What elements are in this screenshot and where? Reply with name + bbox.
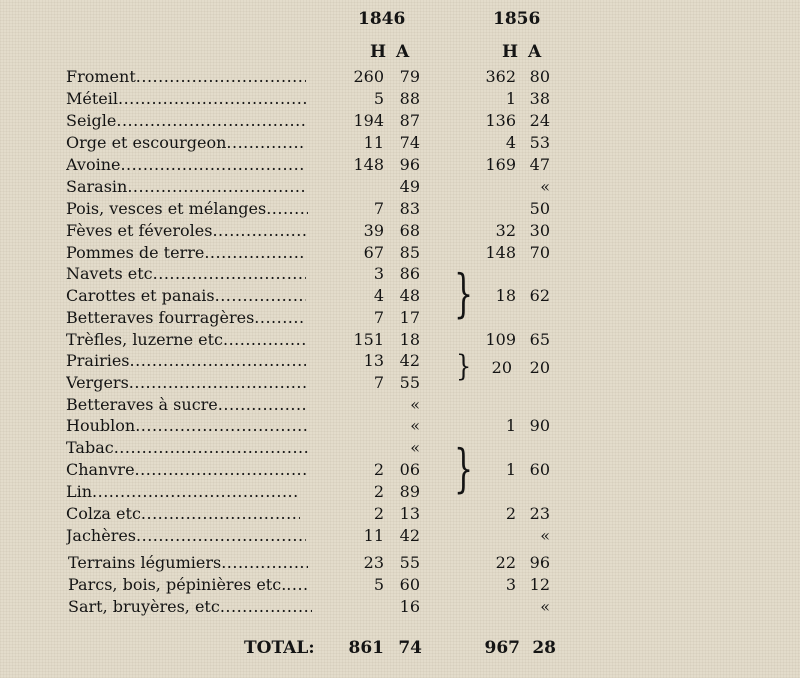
cell-1846-a: 88 [399,89,420,108]
cell-1856-a: 30 [529,221,550,240]
cell-1856-h: 1 [505,89,516,108]
cell-1856-h: 4 [505,133,516,152]
cell-1846-a: 60 [399,575,420,594]
table-row [0,481,800,503]
cell-1856-a: 60 [529,460,550,479]
row-label: Vergers ..... [66,372,306,394]
cell-1856-h: 22 [495,553,516,572]
cell-1856-h: 148 [485,243,516,262]
table-row [0,263,800,285]
col-header-a-1846: A [396,42,410,62]
brace-root-crops: } [454,264,474,325]
cell-1846-h: 13 [363,351,384,370]
row-label: Jachères ..... [66,525,306,547]
cell-1846-a: 18 [399,330,420,349]
cell-1856-a: 24 [529,111,550,130]
cell-1846-a: 85 [399,243,420,262]
cell-1846-h: 4 [373,286,384,305]
brace-prairies-vergers: } [456,349,472,384]
total-1856-a: 28 [532,638,556,658]
total-1846-h: 861 [348,638,384,658]
cell-1856-a: 47 [529,155,550,174]
table-row [0,285,800,307]
cell-1846-a: 48 [399,286,420,305]
row-label: Pommes de terre ..... [66,242,306,264]
cell-1856-a: « [540,597,550,616]
row-label: Colza etc ..... [66,503,300,525]
row-label: Seigle ..... [66,110,306,132]
cell-1846-a: 86 [399,264,420,283]
row-label: Sart, bruyères, etc ..... [68,596,312,618]
cell-1856-h: 32 [495,221,516,240]
row-label: Pois, vesces et mélanges ..... [66,198,308,220]
prairies-vergers-1856-h: 20 [491,358,512,377]
col-header-a-1856: A [528,42,542,62]
table-row [0,329,800,351]
cell-1856-a: 96 [529,553,550,572]
table-row [0,394,800,416]
cell-1846-a: 49 [399,177,420,196]
table-row [0,154,800,176]
cell-1846-h: 7 [373,199,384,218]
total-1846-a: 74 [398,638,422,658]
row-label: Chanvre ..... [66,459,306,481]
cell-1856-h: 1 [505,460,516,479]
cell-1856-h: 18 [495,286,516,305]
cell-1846-h: 7 [373,308,384,327]
cell-1856-h: 3 [505,575,516,594]
cell-1856-a: 12 [529,575,550,594]
table-row [0,437,800,459]
table-row [0,596,800,618]
row-label: Lin ..... [66,481,300,503]
cell-1846-h: 194 [353,111,384,130]
cell-1846-h: 2 [373,460,384,479]
table-row [0,132,800,154]
row-label: Méteil ..... [66,88,306,110]
cell-1856-h: 109 [485,330,516,349]
cell-1846-a: 42 [399,526,420,545]
row-label: Parcs, bois, pépinières etc. ..... [68,574,310,596]
row-label: Betteraves à sucre ..... [66,394,308,416]
table-row [0,110,800,132]
row-label: Fèves et féveroles ..... [66,220,306,242]
cell-1846-a: 06 [399,460,420,479]
cell-1856-a: 90 [529,416,550,435]
table-row [0,372,800,394]
row-label: Navets etc ..... [66,263,306,285]
cell-1856-a: 80 [529,67,550,86]
cell-1846-a: 79 [399,67,420,86]
cell-1856-a: 62 [529,286,550,305]
cell-1846-a: 17 [399,308,420,327]
table-row [0,66,800,88]
cell-1856-a: 23 [529,504,550,523]
row-label: Avoine ..... [66,154,306,176]
cell-1856-h: 169 [485,155,516,174]
cell-1846-a: 68 [399,221,420,240]
cell-1846-h: 2 [373,504,384,523]
table-row [0,350,800,372]
cell-1846-a: 87 [399,111,420,130]
row-label: Carottes et panais ..... [66,285,306,307]
cell-1846-a: 96 [399,155,420,174]
table-row [0,459,800,481]
table-row [0,176,800,198]
cell-1846-a: « [410,395,420,414]
table-row [0,503,800,525]
cell-1856-h: 2 [505,504,516,523]
cell-1846-h: 151 [353,330,384,349]
cell-1856-a: 53 [529,133,550,152]
prairies-vergers-1856-a: 20 [529,358,550,377]
row-label: Trèfles, luzerne etc ..... [66,329,306,351]
cell-1846-a: 89 [399,482,420,501]
year-header-1846: 1846 [358,9,406,29]
total-1856-h: 967 [484,638,520,658]
table-row [0,552,800,574]
row-label: Froment ..... [66,66,306,88]
col-header-h-1856: H [502,42,519,62]
table-row [0,574,800,596]
cell-1856-h: 1 [505,416,516,435]
cell-1856-a: 65 [529,330,550,349]
table-row [0,88,800,110]
table-row [0,525,800,547]
cell-1846-h: 39 [363,221,384,240]
row-label: Tabac ..... [66,437,308,459]
table-row [0,220,800,242]
cell-1856-h: 136 [485,111,516,130]
cell-1846-a: 16 [399,597,420,616]
cell-1846-a: « [410,438,420,457]
row-label: Terrains légumiers ..... [68,552,308,574]
cell-1846-h: 5 [373,575,384,594]
row-label: Houblon ..... [66,415,308,437]
cell-1846-h: 11 [363,133,384,152]
cell-1846-h: 3 [373,264,384,283]
row-label: Orge et escourgeon ..... [66,132,306,154]
cell-1846-a: 13 [399,504,420,523]
cell-1846-h: 148 [353,155,384,174]
cell-1856-a: 50 [529,199,550,218]
cell-1846-h: 11 [363,526,384,545]
cell-1846-a: 83 [399,199,420,218]
table-row [0,415,800,437]
cell-1846-h: 23 [363,553,384,572]
table-row [0,307,800,329]
cell-1846-h: 5 [373,89,384,108]
cell-1856-a: 38 [529,89,550,108]
cell-1846-a: « [410,416,420,435]
row-label: Sarasin ..... [66,176,306,198]
cell-1846-h: 260 [353,67,384,86]
total-label: TOTAL: [244,638,315,658]
table-row [0,242,800,264]
row-label: Betteraves fourragères ..... [66,307,306,329]
cell-1856-a: « [540,177,550,196]
cell-1846-a: 55 [399,553,420,572]
cell-1846-h: 2 [373,482,384,501]
table-row [0,198,800,220]
cell-1846-h: 7 [373,373,384,392]
cell-1846-a: 74 [399,133,420,152]
cell-1846-a: 42 [399,351,420,370]
cell-1856-a: 70 [529,243,550,262]
cell-1846-h: 67 [363,243,384,262]
col-header-h-1846: H [370,42,387,62]
cell-1856-a: « [540,526,550,545]
row-label: Prairies ..... [66,350,306,372]
cell-1856-h: 362 [485,67,516,86]
cell-1846-a: 55 [399,373,420,392]
year-header-1856: 1856 [493,9,541,29]
brace-industrial-crops: } [454,439,474,500]
